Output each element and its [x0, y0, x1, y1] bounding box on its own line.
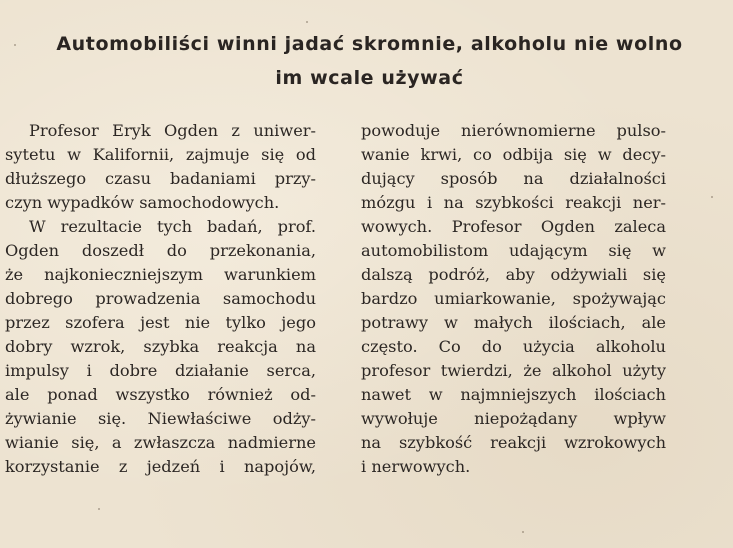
column-line: że najkonieczniejszym warunkiem: [5, 265, 316, 284]
column-line: profesor twierdzi, że alkohol użyty: [361, 361, 666, 380]
article-headline: [0, 27, 733, 95]
column-line: dalszą podróż, aby odżywiali się: [361, 265, 666, 284]
column-line: potrawy w małych ilościach, ale: [361, 313, 666, 332]
paper-speck: [522, 531, 524, 533]
column-line: powoduje nierównomierne pulso-: [361, 121, 666, 140]
column-line: wywołuje niepożądany wpływ: [361, 409, 666, 428]
column-line: Ogden doszedł do przekonania,: [5, 241, 316, 260]
column-line: dłuższego czasu badaniami przy-: [5, 169, 316, 188]
column-line: bardzo umiarkowanie, spożywając: [361, 289, 666, 308]
column-line: wianie się, a zwłaszcza nadmierne: [5, 433, 316, 452]
column-line: wowych. Profesor Ogden zaleca: [361, 217, 666, 236]
column-line: mózgu i na szybkości reakcji ner-: [361, 193, 666, 212]
article-column-right: [361, 119, 666, 479]
column-divider: [334, 122, 335, 482]
column-line: nawet w najmniejszych ilościach: [361, 385, 666, 404]
column-line: impulsy i dobre działanie serca,: [5, 361, 316, 380]
headline-line-1: Automobiliści winni jadać skromnie, alkoholu nie wolno: [56, 33, 683, 55]
column-line: wanie krwi, co odbija się w decy-: [361, 145, 666, 164]
paper-speck: [14, 44, 16, 46]
column-line: i nerwowych.: [361, 457, 471, 476]
paper-speck: [306, 21, 308, 23]
column-line: automobilistom udającym się w: [361, 241, 666, 260]
paper-speck: [711, 196, 713, 198]
column-line: sytetu w Kalifornii, zajmuje się od: [5, 145, 316, 164]
paper-speck: [98, 508, 100, 510]
headline-line-2: im wcale używać: [275, 67, 464, 89]
column-line: na szybkość reakcji wzrokowych: [361, 433, 666, 452]
article-column-left: [5, 119, 316, 479]
column-line: W rezultacie tych badań, prof.: [29, 217, 316, 236]
column-line: ale ponad wszystko również od-: [5, 385, 316, 404]
column-line: dobry wzrok, szybka reakcja na: [5, 337, 316, 356]
column-line: korzystanie z jedzeń i napojów,: [5, 457, 316, 476]
column-line: żywianie się. Niewłaściwe odży-: [5, 409, 316, 428]
column-line: czyn wypadków samochodowych.: [5, 193, 280, 212]
column-line: przez szofera jest nie tylko jego: [5, 313, 316, 332]
column-line: Profesor Eryk Ogden z uniwer-: [29, 121, 316, 140]
column-line: dujący sposób na działalności: [361, 169, 666, 188]
column-line: często. Co do użycia alkoholu: [361, 337, 666, 356]
column-line: dobrego prowadzenia samochodu: [5, 289, 316, 308]
